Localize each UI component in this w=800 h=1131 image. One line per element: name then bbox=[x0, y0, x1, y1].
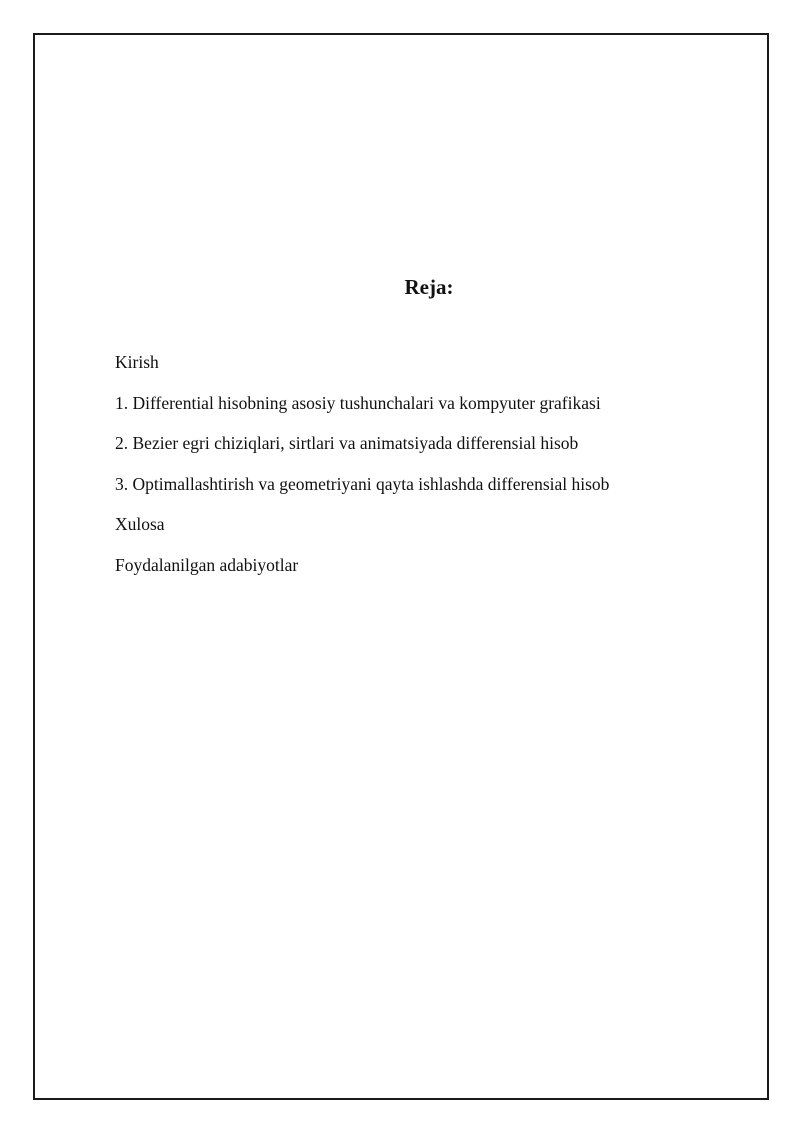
toc-item-chapter-1: 1. Differential hisobning asosiy tushunchalari va kompyuter grafikasi bbox=[115, 392, 601, 413]
toc-item-chapter-3: 3. Optimallashtirish va geometriyani qayta ishlashda differensial hisob bbox=[115, 473, 610, 494]
toc-item-introduction: Kirish bbox=[115, 352, 159, 372]
page-title: Reja: bbox=[404, 275, 454, 299]
toc-item-conclusion: Xulosa bbox=[115, 514, 165, 534]
toc-item-chapter-2: 2. Bezier egri chiziqlari, sirtlari va animatsiyada differensial hisob bbox=[115, 433, 579, 453]
table-of-contents bbox=[115, 351, 609, 594]
toc-item-references: Foydalanilgan adabiyotlar bbox=[115, 554, 299, 575]
